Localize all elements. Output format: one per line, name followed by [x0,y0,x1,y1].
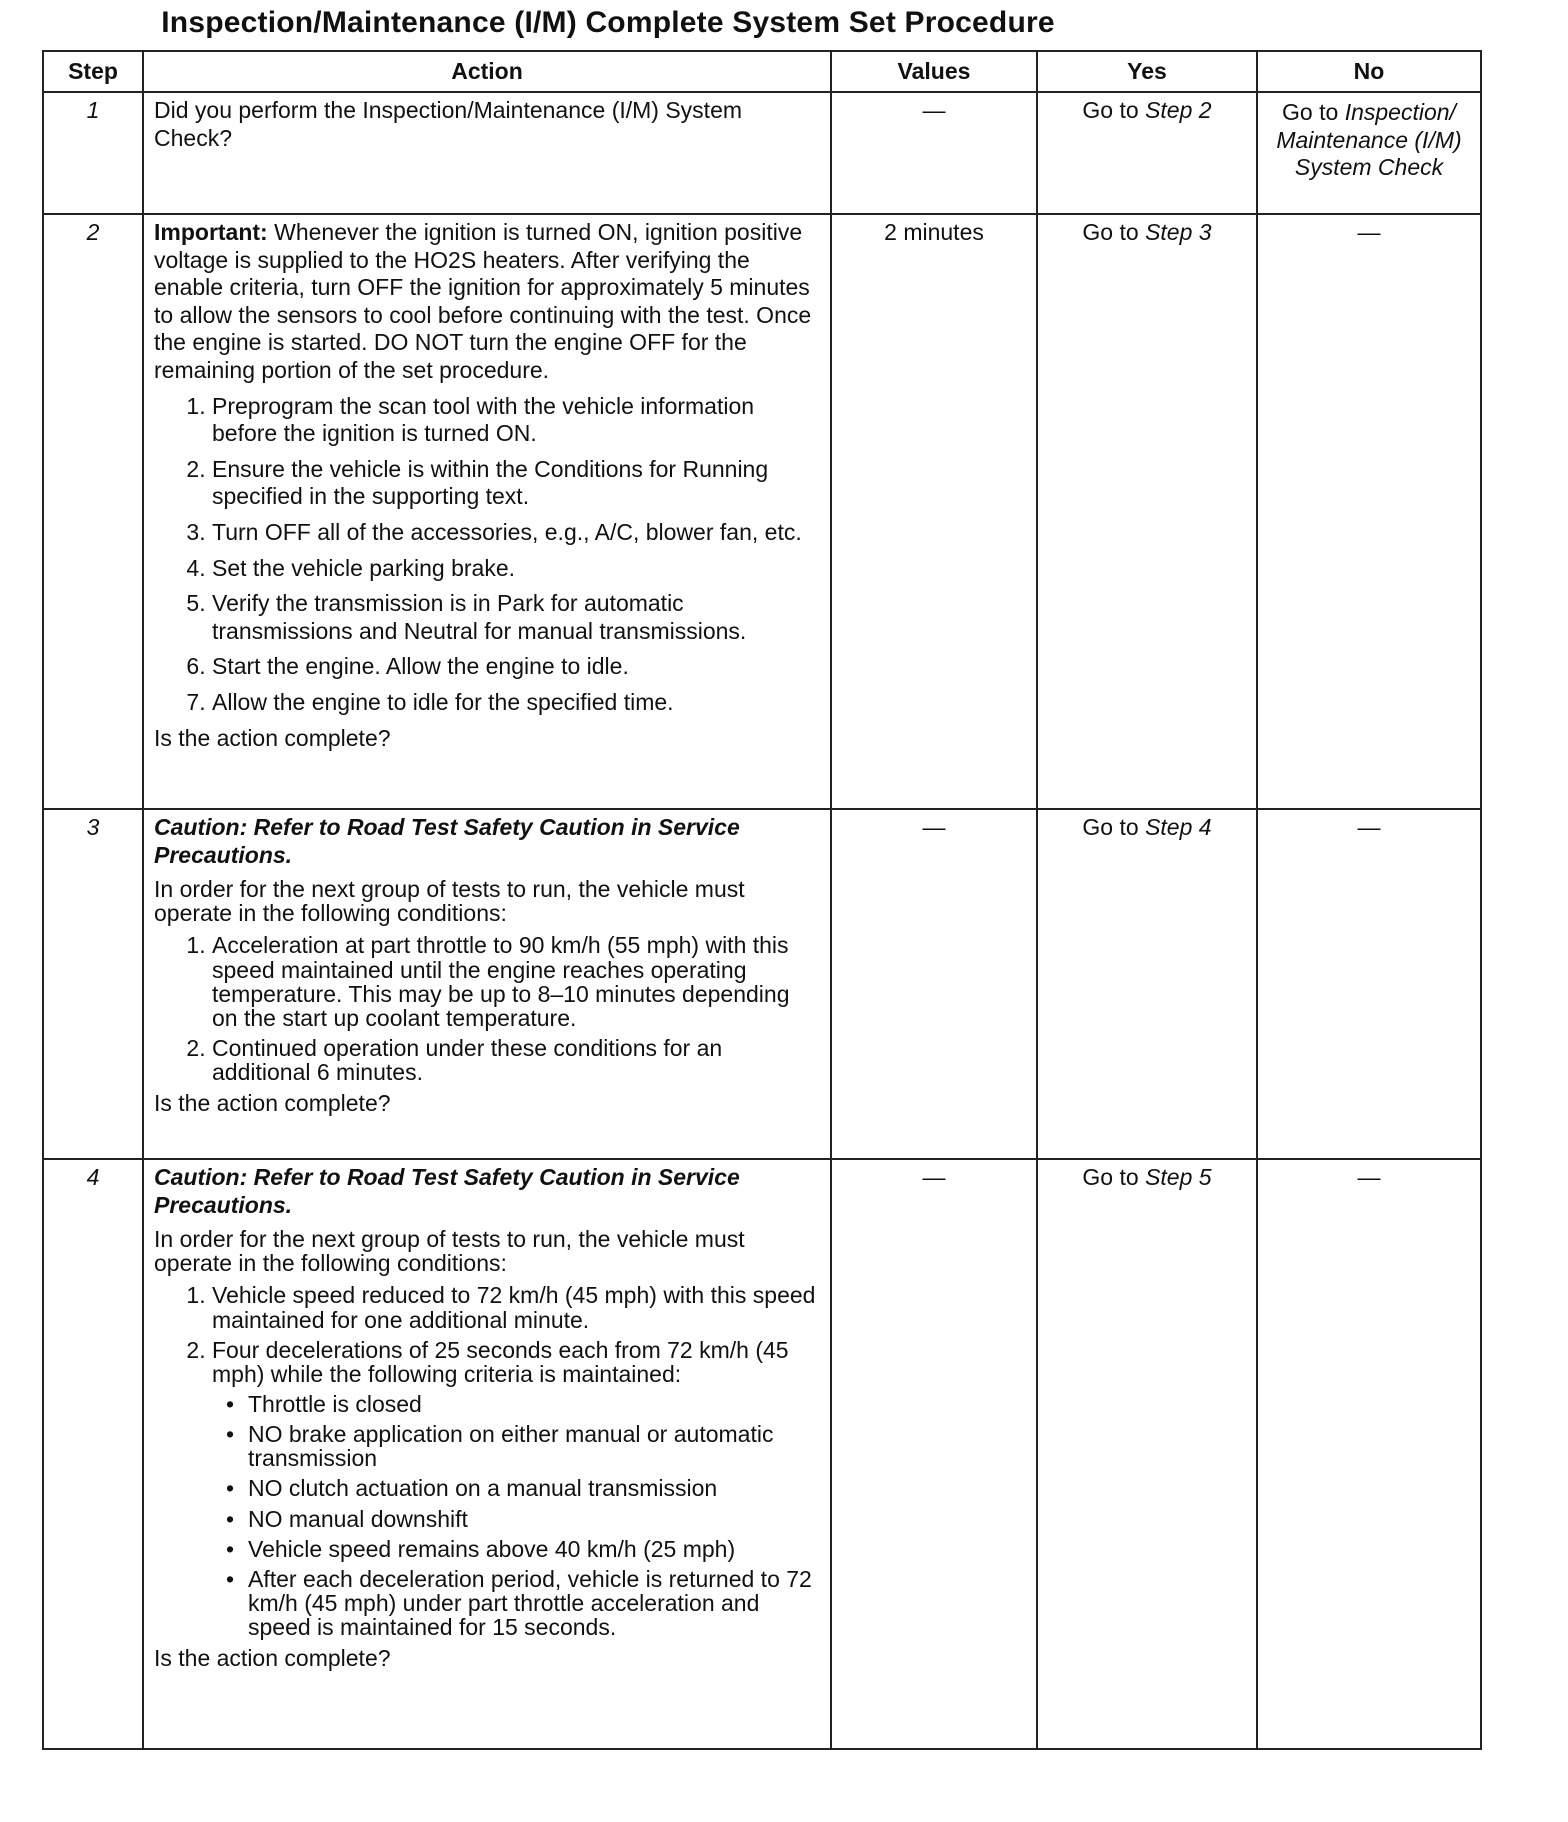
goto-prefix: Go to [1082,814,1146,840]
action-question: Is the action complete? [154,724,391,751]
action-cell [143,214,831,809]
goto-prefix: Go to [1282,99,1345,125]
important-text: Whenever the ignition is turned ON, ignition positive voltage is supplied to the HO2S heaters. After verifying the enable criteria, turn OFF the ignition for approximately 5 minutes to allow the sensors to cool before continuing with the test. Once the engine is started. DO NOT turn the engine OFF for the remaining portion of the set procedure. [154,219,812,383]
list-item-text: Four decelerations of 25 seconds each from 72 km/h (45 mph) while the following criteria is maintained: [212,1336,789,1387]
bullet-icon: • [226,1565,235,1592]
no-cell: — [1257,214,1481,809]
page-title: Inspection/Maintenance (I/M) Complete System Set Procedure [161,6,1055,39]
procedure-table [42,50,1482,1750]
bullet-icon: • [226,1421,235,1448]
values-cell: — [831,92,1037,214]
header-yes: Yes [1037,51,1257,92]
bullet-list [212,1392,820,1639]
values-cell: — [831,809,1037,1159]
action-cell [143,809,831,1159]
step-number: 3 [43,809,143,1159]
numbered-steps [154,1283,820,1639]
list-item: 2. Ensure the vehicle is within the Conditions for Running specified in the supporting text. [212,456,820,511]
goto-prefix: Go to [1082,219,1146,245]
no-cell [1257,92,1481,214]
header-action: Action [143,51,831,92]
goto-step-2-link[interactable]: Step 2 [1145,97,1212,123]
bullet-text: NO brake application on either manual or automatic transmission [248,1421,774,1472]
yes-cell [1037,1159,1257,1749]
goto-step-4-link[interactable]: Step 4 [1145,814,1212,840]
list-item [222,1422,820,1470]
table-row-step-3 [43,809,1481,1159]
bullet-text: NO clutch actuation on a manual transmission [248,1475,718,1502]
list-item [222,1567,820,1639]
bullet-icon: • [226,1535,235,1562]
yes-cell [1037,809,1257,1159]
goto-step-5-link[interactable]: Step 5 [1145,1164,1212,1190]
goto-im-system-check-link[interactable]: Inspection/ Maintenance (I/M) System Check [1276,99,1462,181]
bullet-text: Throttle is closed [248,1391,422,1418]
yes-cell [1037,214,1257,809]
table-row-step-2 [43,214,1481,809]
list-item: 2. Continued operation under these conditions for an additional 6 minutes. [212,1036,820,1084]
table-row-step-4 [43,1159,1481,1749]
list-item: 6. Start the engine. Allow the engine to idle. [212,653,820,681]
list-item [212,1338,820,1640]
goto-prefix: Go to [1082,1164,1146,1190]
bullet-icon: • [226,1391,235,1418]
action-question: Is the action complete? [154,1090,391,1117]
step-number: 4 [43,1159,143,1749]
important-note [154,219,820,385]
header-step: Step [43,51,143,92]
list-item [222,1476,820,1500]
bullet-icon: • [226,1475,235,1502]
list-item: 7. Allow the engine to idle for the specified time. [212,689,820,717]
bullet-text: Vehicle speed remains above 40 km/h (25 mph) [248,1535,736,1562]
no-cell: — [1257,1159,1481,1749]
list-item: 3. Turn OFF all of the accessories, e.g., A/C, blower fan, etc. [212,519,820,547]
numbered-steps [154,393,820,717]
numbered-steps [154,933,820,1084]
no-cell: — [1257,809,1481,1159]
step-number: 2 [43,214,143,809]
action-question: Did you perform the Inspection/Maintenance (I/M) System Check? [154,97,743,151]
goto-prefix: Go to [1082,97,1146,123]
action-intro: In order for the next group of tests to run, the vehicle must operate in the following conditions: [154,1226,745,1277]
goto-step-3-link[interactable]: Step 3 [1145,219,1212,245]
action-question: Is the action complete? [154,1645,391,1672]
caution-note: Caution: Refer to Road Test Safety Caution in Service Precautions. [154,814,740,868]
list-item [222,1537,820,1561]
list-item: 1. Preprogram the scan tool with the vehicle information before the ignition is turned ON. [212,393,820,448]
bullet-text: NO manual downshift [248,1505,468,1532]
yes-cell [1037,92,1257,214]
header-values: Values [831,51,1037,92]
table-header-row [43,51,1481,92]
step-number: 1 [43,92,143,214]
values-cell: 2 minutes [831,214,1037,809]
table-row-step-1 [43,92,1481,214]
values-cell: — [831,1159,1037,1749]
important-label: Important: [154,219,268,245]
header-no: No [1257,51,1481,92]
caution-note: Caution: Refer to Road Test Safety Caution in Service Precautions. [154,1164,740,1218]
action-cell [143,1159,831,1749]
action-cell [143,92,831,214]
bullet-icon: • [226,1505,235,1532]
bullet-text: After each deceleration period, vehicle is returned to 72 km/h (45 mph) under part throttle acceleration and speed is maintained for 15 seconds. [248,1565,812,1641]
list-item [222,1392,820,1416]
list-item: 1. Acceleration at part throttle to 90 km/h (55 mph) with this speed maintained until the engine reaches operating temperature. This may be up to 8–10 minutes depending on the start up coolant temperature. [212,933,820,1030]
action-intro: In order for the next group of tests to run, the vehicle must operate in the following conditions: [154,876,745,927]
list-item [222,1507,820,1531]
list-item: 1. Vehicle speed reduced to 72 km/h (45 mph) with this speed maintained for one additional minute. [212,1283,820,1331]
list-item: 5. Verify the transmission is in Park for automatic transmissions and Neutral for manual transmissions. [212,590,820,645]
list-item: 4. Set the vehicle parking brake. [212,555,820,583]
